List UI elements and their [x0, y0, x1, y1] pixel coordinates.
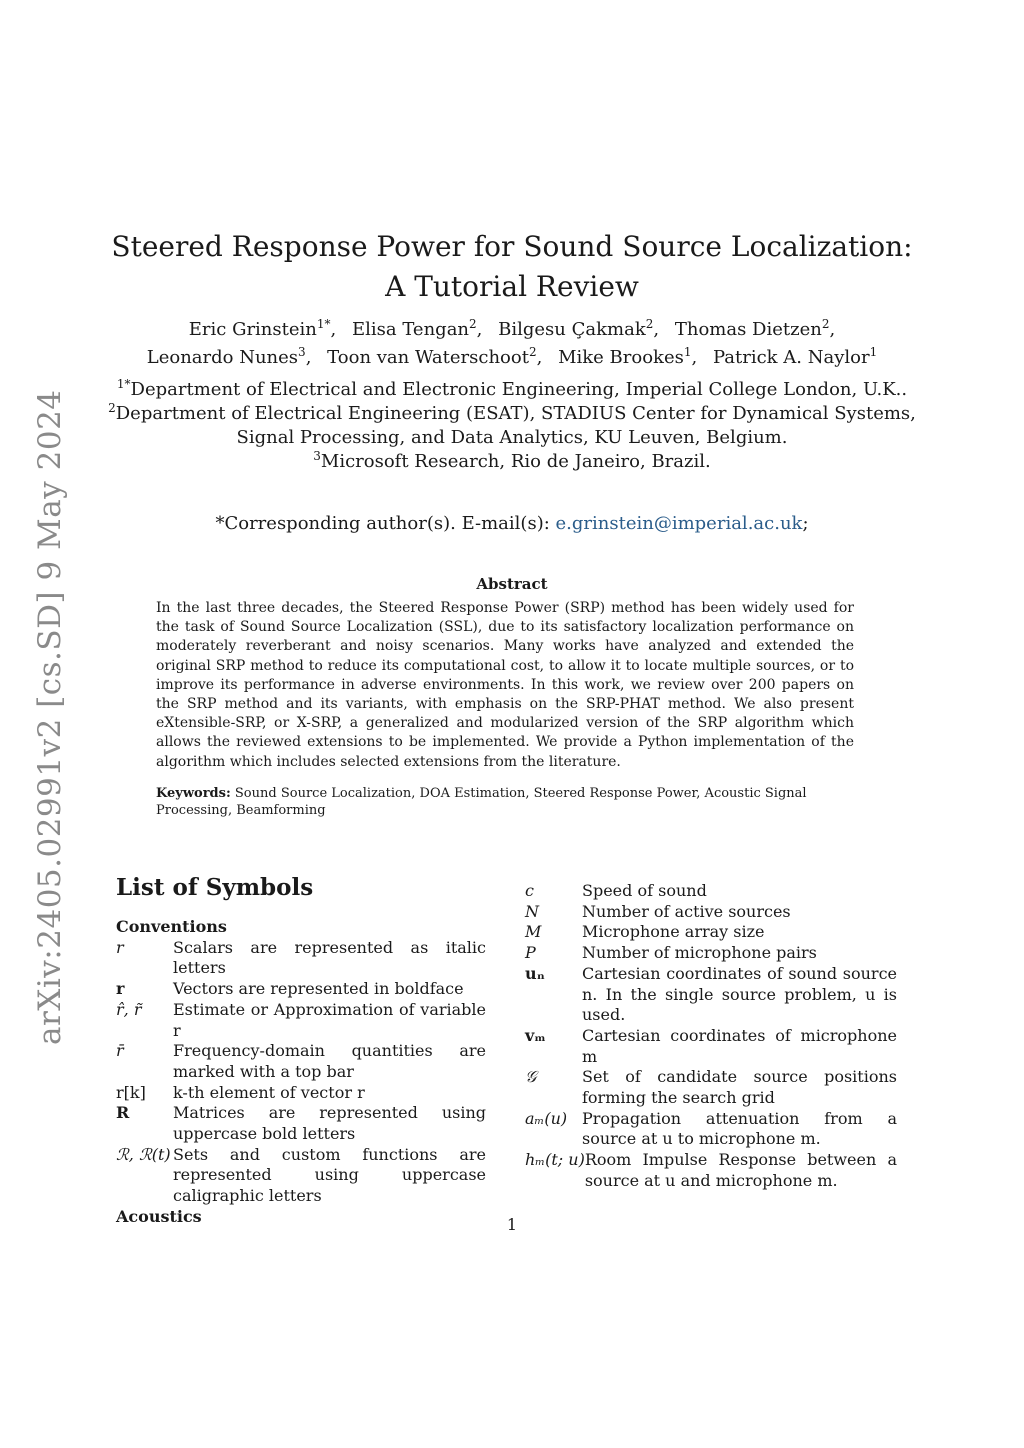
symbol-description: Speed of sound [582, 881, 707, 900]
symbol: uₙ [525, 963, 545, 983]
symbol: r [116, 979, 125, 999]
symbol-row [116, 1083, 486, 1104]
keywords-label: Keywords: [156, 786, 231, 801]
symbol-row [116, 1103, 486, 1144]
affiliation: Signal Processing, and Data Analytics, KU Leuven, Belgium. [236, 427, 788, 448]
symbol: c [525, 881, 534, 900]
symbol-description: Number of active sources [582, 901, 791, 921]
keywords [156, 785, 854, 819]
symbol: P [525, 943, 536, 963]
title-line-2: A Tutorial Review [385, 269, 639, 303]
page-number: 1 [506, 1215, 518, 1234]
author: Eric Grinstein$^{1*}$, [188, 317, 337, 340]
arxiv-identifier-stamp: arXiv:2405.02991v2 [cs.SD] 9 May 2024 [32, 389, 68, 1045]
abstract-text: In the last three decades, the Steered Response Power (SRP) method has been widely used for the task of Sound Source Localization (SSL), due to its satisfactory localization performance on moderately reverberant and noisy scenarios. Many works have analyzed and extended the original SRP method to reduce its computational cost, to allow it to locate multiple sources, or to improve its performance in adverse environments. In this work, we review over 200 papers on the SRP method and its variants, with emphasis on the SRP-PHAT method. We also present eXtensible-SRP, or X-SRP, a generalized and modularized version of the SRP algorithm which allows the reviewed extensions to be implemented. We provide a Python implementation of the algorithm which includes selected extensions from the literature. [156, 600, 854, 770]
symbol: aₘ(u) [525, 1108, 568, 1128]
corresponding-author: *Corresponding author(s). E-mail(s): e.grinstein@imperial.ac.uk; [215, 513, 809, 534]
title-line-1: Steered Response Power for Sound Source Localization: [111, 229, 913, 263]
abstract-heading: Abstract [476, 575, 548, 593]
symbol-description: Frequency-domain quantities are marked with a top bar [173, 1041, 486, 1081]
symbol: r̄ [116, 1041, 124, 1061]
author: Toon van Waterschoot$^2$, [327, 345, 543, 368]
author-line-1 [100, 316, 924, 344]
symbol-row [116, 1000, 486, 1041]
symbol-row [525, 902, 897, 923]
author: Leonardo Nunes$^3$, [146, 345, 312, 368]
symbol-description: Matrices are represented using uppercase bold letters [173, 1103, 486, 1144]
symbol-row [525, 1026, 897, 1067]
symbol: M [525, 922, 542, 942]
symbol-description: Number of microphone pairs [582, 943, 817, 963]
email-link[interactable]: e.grinstein@imperial.ac.uk [555, 513, 803, 534]
symbol-row [116, 938, 486, 979]
symbol: r̂, r̃ [116, 999, 142, 1019]
corresponding-label: *Corresponding author(s). E-mail(s): [215, 513, 550, 534]
symbol-description: Cartesian coordinates of sound source n. In the single source problem, u is used. [582, 963, 897, 1025]
author-list [100, 316, 924, 372]
symbol-description: Microphone array size [582, 922, 765, 942]
symbols-left-column [116, 917, 486, 1228]
symbol: 𝒢 [525, 1067, 537, 1087]
affiliation: $^2$Department of Electrical Engineering (ESAT), STADIUS Center for Dynamical Systems, [108, 401, 916, 424]
symbol-row [116, 1041, 486, 1082]
symbol-row [525, 1109, 897, 1150]
symbol-description: Room Impulse Response between a source at u and microphone m. [584, 1150, 897, 1190]
symbol-row [525, 1067, 897, 1108]
affiliations [90, 378, 934, 474]
author: Thomas Dietzen$^2$, [674, 317, 836, 340]
author: Bilgesu Çakmak$^2$, [498, 317, 660, 340]
symbol-row [116, 1145, 486, 1207]
symbol-row [116, 979, 486, 1000]
author: Patrick A. Naylor$^1$ [712, 345, 878, 368]
symbol: r [116, 937, 124, 957]
symbol: R [116, 1103, 130, 1123]
symbol-description: Vectors are represented in boldface [173, 979, 464, 999]
symbol: vₘ [525, 1025, 546, 1045]
conventions-heading: Conventions [116, 917, 227, 936]
affiliation: $^3$Microsoft Research, Rio de Janeiro, Brazil. [313, 449, 711, 472]
symbol-description: Set of candidate source positions forming the search grid [582, 1067, 897, 1108]
symbol-row [525, 943, 897, 964]
symbol: hₘ(t; u) [525, 1150, 585, 1170]
symbol-description: k-th element of vector r [173, 1082, 365, 1102]
symbol-description: Cartesian coordinates of microphone m [582, 1025, 897, 1066]
symbol-row [525, 922, 897, 943]
keywords-text: Sound Source Localization, DOA Estimation, Steered Response Power, Acoustic Signal Processing, Beamforming [156, 786, 807, 818]
author: Elisa Tengan$^2$, [351, 317, 483, 340]
symbol: N [525, 901, 539, 921]
symbol-row [525, 881, 897, 902]
symbol: ℛ, ℛ(t) [116, 1144, 171, 1164]
author-line-2 [100, 344, 924, 372]
paper-title [100, 227, 924, 307]
symbol: r[k] [116, 1082, 146, 1102]
symbol-description: Propagation attenuation from a source at u to microphone m. [582, 1108, 897, 1149]
symbol-row [525, 1150, 897, 1191]
symbol-description: Sets and custom functions are represented using uppercase caligraphic letters [173, 1144, 486, 1206]
acoustics-heading: Acoustics [116, 1206, 202, 1226]
affiliation: $^{1*}$Department of Electrical and Electronic Engineering, Imperial College London, U.K.. [116, 377, 908, 400]
author: Mike Brookes$^1$, [558, 345, 698, 368]
list-of-symbols-heading: List of Symbols [116, 874, 314, 901]
symbol-row [525, 964, 897, 1026]
symbol-description: Estimate or Approximation of variable r [173, 999, 486, 1040]
symbol-description: Scalars are represented as italic letters [173, 937, 486, 978]
symbols-right-column [525, 881, 897, 1192]
